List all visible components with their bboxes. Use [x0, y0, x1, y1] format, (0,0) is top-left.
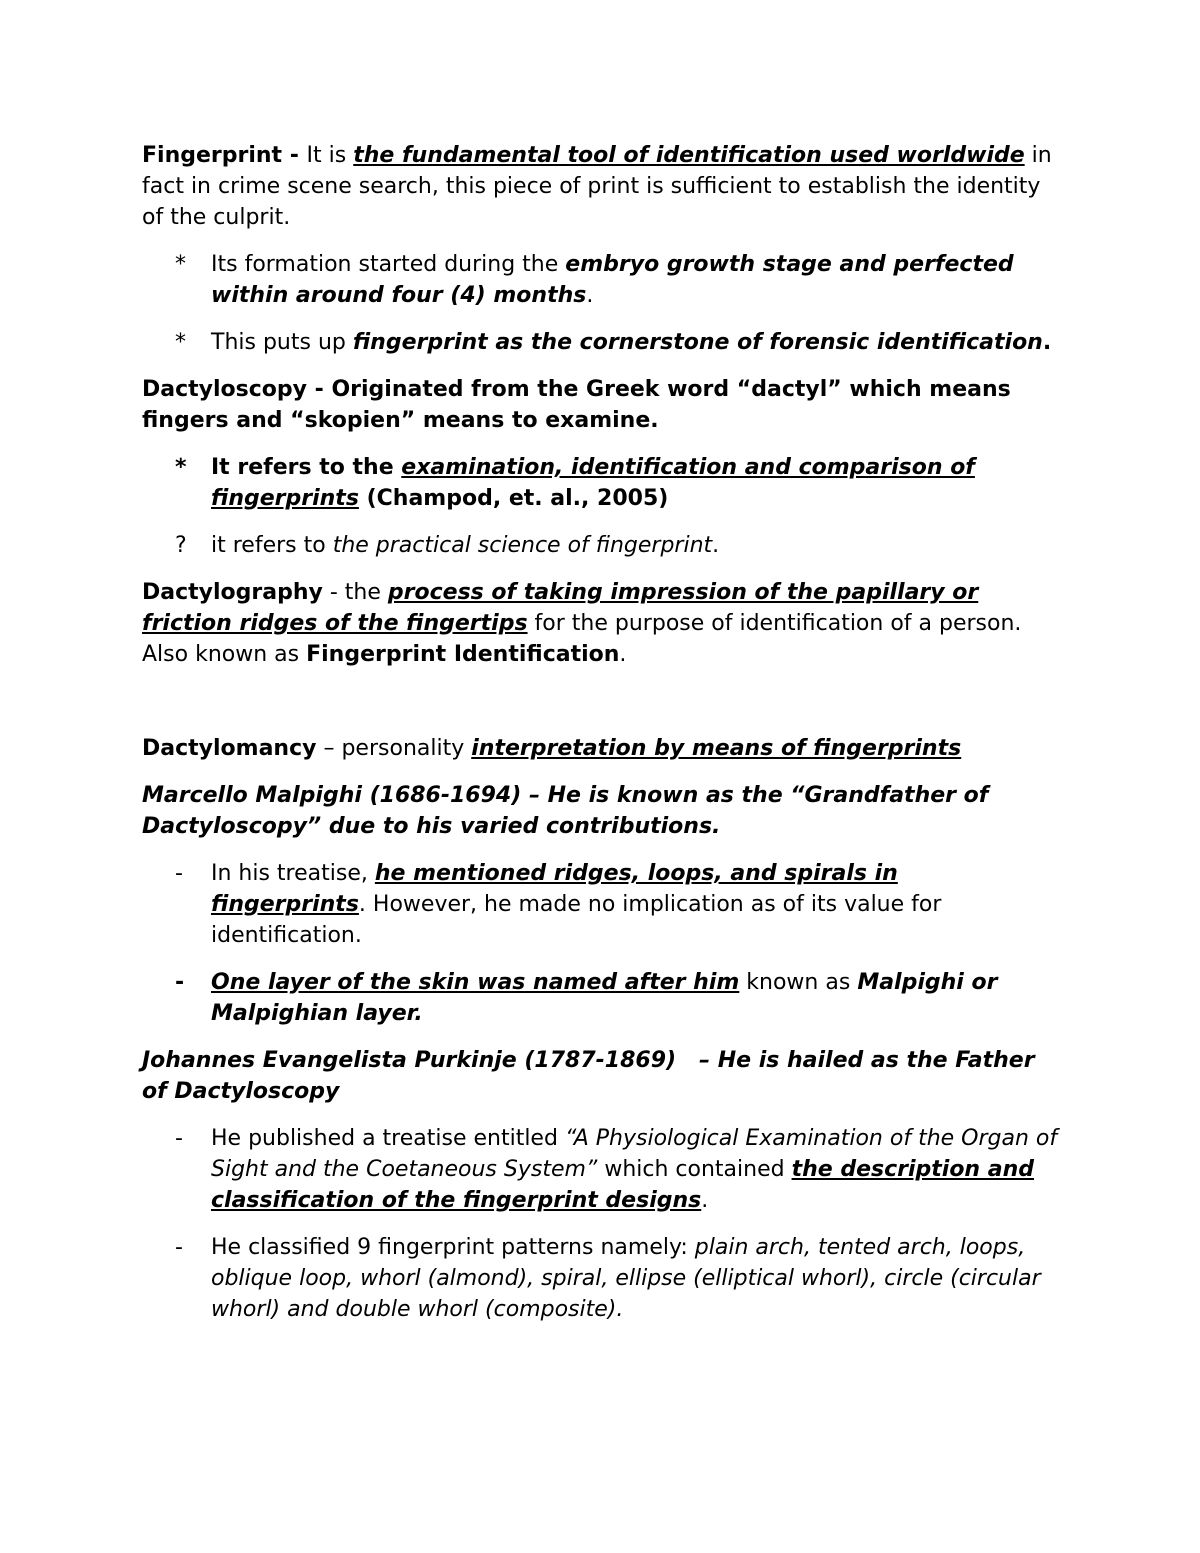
- dactylography-term: Dactylography: [142, 580, 323, 605]
- bullet-marker: -: [175, 1126, 183, 1151]
- bullet-marker: ?: [175, 533, 187, 558]
- bullet-marker: *: [175, 330, 186, 355]
- dactyloscopy-heading: Dactyloscopy - Originated from the Greek word “dactyl” which means fingers and “skopien” means to examine.: [142, 377, 1011, 433]
- fingerprint-definition: the fundamental tool of identification used worldwide: [353, 143, 1025, 168]
- list-item: - In his treatise, he mentioned ridges, loops, and spirals in fingerprints. However, he made no implication as of its value for identification.: [142, 858, 1060, 951]
- fingerprint-term: Fingerprint: [142, 143, 283, 168]
- blank-line: [142, 686, 1060, 733]
- list-item: ? it refers to the practical science of fingerprint.: [142, 530, 1060, 561]
- dactylomancy-term: Dactylomancy: [142, 736, 317, 761]
- list-item: * Its formation started during the embryo growth stage and perfected within around four (4) months.: [142, 249, 1060, 311]
- bullet-marker: -: [175, 970, 185, 995]
- list-item: * This puts up fingerprint as the cornerstone of forensic identification.: [142, 327, 1060, 358]
- bullet-marker: *: [175, 252, 186, 277]
- bullet-marker: -: [175, 1235, 183, 1260]
- malpighi-heading: Marcello Malpighi (1686-1694) – He is known as the “Grandfather of Dactyloscopy” due to his varied contributions.: [142, 783, 989, 839]
- bullet-marker: -: [175, 861, 183, 886]
- dactylography-paragraph: Dactylography - the process of taking impression of the papillary or friction ridges of the fingertips for the purpose of identification of a person. Also known as Fingerprint Identification.: [142, 580, 1022, 667]
- bullet-marker: *: [175, 455, 187, 480]
- purkinje-heading: Johannes Evangelista Purkinje (1787-1869) – He is hailed as the Father of Dactyloscopy: [142, 1048, 1043, 1104]
- fingerprint-paragraph: Fingerprint - It is the fundamental tool of identification used worldwide in fact in crime scene search, this piece of print is sufficient to establish the identity of the culprit.: [142, 143, 1052, 230]
- list-item: * It refers to the examination, identification and comparison of fingerprints (Champod, et. al., 2005): [142, 452, 1060, 514]
- list-item: - He classified 9 fingerprint patterns namely: plain arch, tented arch, loops, oblique loop, whorl (almond), spiral, ellipse (elliptical whorl), circle (circular whorl) and double whorl (composite).: [142, 1232, 1060, 1325]
- list-item: - One layer of the skin was named after him known as Malpighi or Malpighian layer.: [142, 967, 1060, 1029]
- list-item: - He published a treatise entitled “A Physiological Examination of the Organ of Sight and the Coetaneous System” which contained the description and classification of the fingerprint designs.: [142, 1123, 1060, 1216]
- dactylomancy-paragraph: Dactylomancy – personality interpretation by means of fingerprints: [142, 736, 962, 761]
